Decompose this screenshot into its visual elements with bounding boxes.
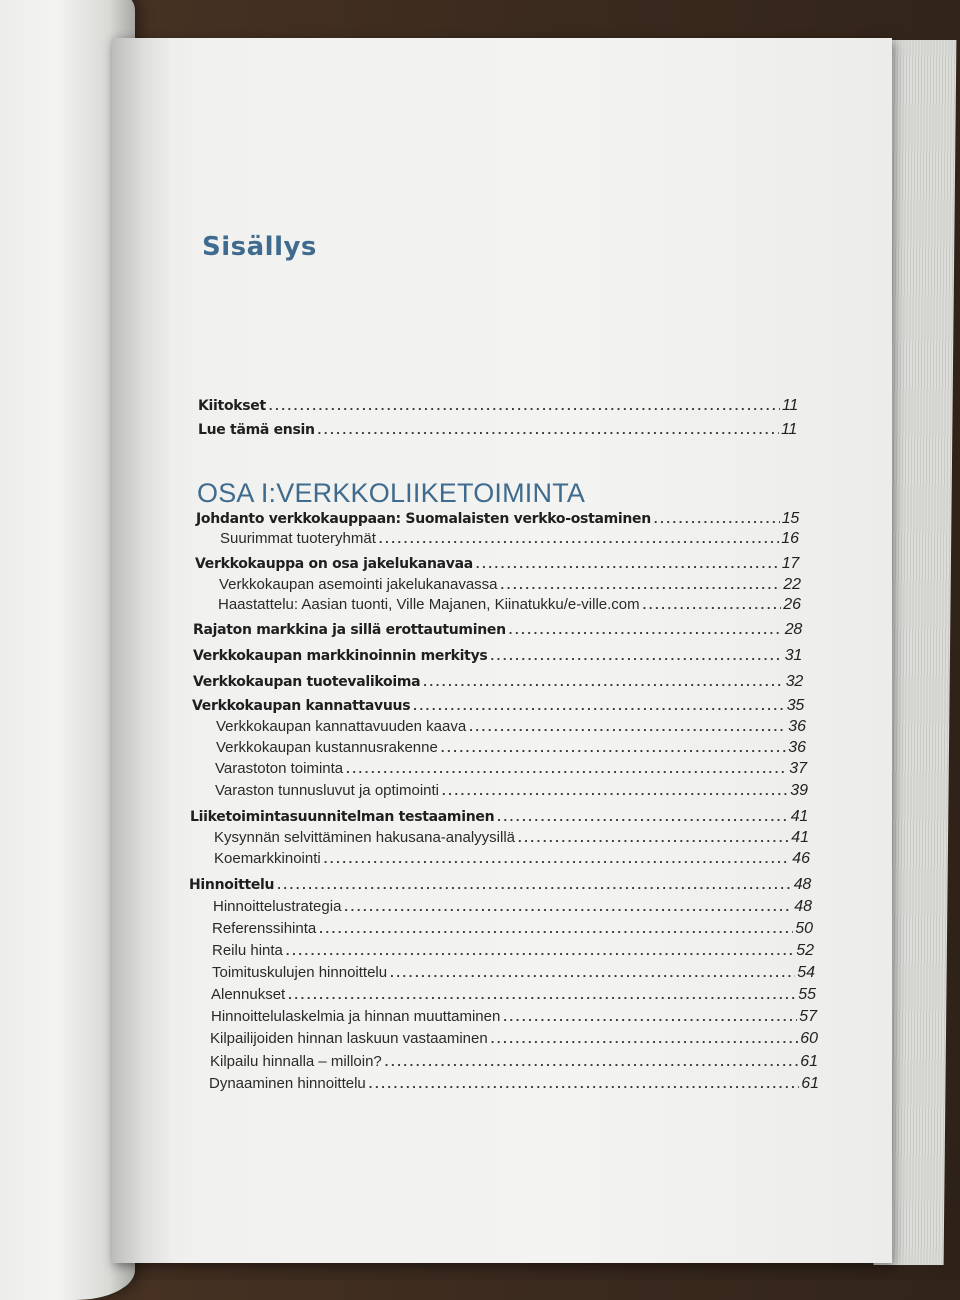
toc-page-number: 31 bbox=[784, 647, 802, 664]
toc-entry-label: Koemarkkinointi bbox=[214, 850, 321, 867]
dot-leader bbox=[319, 921, 793, 936]
toc-section bbox=[216, 718, 806, 736]
dot-leader bbox=[369, 1076, 799, 1091]
toc-entry-label: Kilpailu hinnalla – milloin? bbox=[210, 1053, 382, 1070]
dot-leader bbox=[288, 987, 796, 1002]
dot-leader bbox=[509, 622, 783, 637]
toc-page-number: 39 bbox=[790, 782, 808, 799]
dot-leader bbox=[324, 851, 790, 866]
toc-chapter bbox=[193, 673, 803, 691]
toc-entry-label: Verkkokaupan kannattavuus bbox=[192, 698, 411, 714]
dot-leader bbox=[390, 965, 795, 980]
toc-entry-label: Varastoton toiminta bbox=[215, 760, 344, 777]
toc-chapter bbox=[195, 555, 799, 573]
dot-leader bbox=[344, 899, 792, 914]
toc-section bbox=[209, 1075, 819, 1093]
dot-leader bbox=[385, 1054, 798, 1069]
toc-section bbox=[219, 576, 801, 594]
dot-leader bbox=[379, 531, 779, 546]
dot-leader bbox=[654, 511, 780, 526]
toc-page-number: 22 bbox=[783, 576, 801, 593]
toc-entry bbox=[198, 421, 797, 439]
toc-section bbox=[211, 986, 816, 1004]
toc-entry-label: Hinnoittelulaskelmia ja hinnan muuttaminen bbox=[211, 1008, 501, 1025]
toc-chapter bbox=[189, 876, 811, 894]
toc-page-number: 54 bbox=[797, 964, 815, 981]
toc-section bbox=[211, 1008, 817, 1026]
toc-entry-label: Kysynnän selvittäminen hakusana-analyysillä bbox=[214, 829, 515, 846]
toc-section bbox=[215, 782, 808, 800]
dot-leader bbox=[490, 648, 782, 663]
toc-page-number: 48 bbox=[794, 898, 812, 915]
dot-leader bbox=[491, 1031, 799, 1046]
toc-entry-label: Hinnoittelustrategia bbox=[213, 898, 342, 915]
toc-page-number: 48 bbox=[793, 876, 811, 893]
dot-leader bbox=[318, 422, 779, 437]
toc-page-number: 15 bbox=[781, 510, 799, 527]
dot-leader bbox=[518, 830, 789, 845]
toc-entry-label: Kilpailijoiden hinnan laskuun vastaaminen bbox=[210, 1030, 488, 1047]
toc-section bbox=[216, 739, 806, 757]
toc-section bbox=[214, 850, 810, 868]
toc-page-number: 37 bbox=[789, 760, 807, 777]
toc-page-number: 50 bbox=[795, 920, 813, 937]
toc-entry-label: Verkkokaupan kustannusrakenne bbox=[216, 739, 438, 756]
toc-entry-label: Hinnoittelu bbox=[189, 877, 275, 893]
toc-entry-label: Varaston tunnusluvut ja optimointi bbox=[215, 782, 440, 799]
toc-page-number: 32 bbox=[785, 673, 803, 690]
toc-entry-label: Haastattelu: Aasian tuonti, Ville Majanen, Kiinatukku/e-ville.com bbox=[218, 596, 640, 613]
toc-entry-label: Verkkokaupan kannattavuuden kaava bbox=[216, 718, 467, 735]
dot-leader bbox=[441, 740, 786, 755]
dot-leader bbox=[503, 1009, 797, 1024]
toc-page-number: 61 bbox=[800, 1053, 818, 1070]
toc-page-number: 35 bbox=[786, 697, 804, 714]
toc-page-number: 17 bbox=[781, 555, 799, 572]
toc-page-number: 46 bbox=[792, 850, 810, 867]
toc-chapter bbox=[192, 697, 804, 715]
toc-section bbox=[210, 1053, 818, 1071]
toc-entry-label: Referenssihinta bbox=[212, 920, 317, 937]
dot-leader bbox=[269, 398, 780, 413]
toc-page-number: 36 bbox=[788, 739, 806, 756]
toc-entry-label: Verkkokaupan asemointi jakelukanavassa bbox=[219, 576, 498, 593]
dot-leader bbox=[277, 877, 792, 892]
dot-leader bbox=[643, 597, 782, 612]
toc-page-number: 60 bbox=[800, 1030, 818, 1047]
toc-entry-label: Verkkokaupan tuotevalikoima bbox=[193, 674, 421, 690]
toc-page-number: 61 bbox=[801, 1075, 819, 1092]
toc-entry-label: Liiketoimintasuunnitelman testaaminen bbox=[190, 809, 495, 825]
toc-entry-label: Reilu hinta bbox=[212, 942, 283, 959]
toc-chapter bbox=[193, 647, 802, 665]
dot-leader bbox=[442, 783, 788, 798]
toc-section bbox=[213, 898, 812, 916]
toc-entry-label: Rajaton markkina ja sillä erottautuminen bbox=[193, 622, 506, 638]
toc-page-number: 26 bbox=[783, 596, 801, 613]
toc-section bbox=[212, 920, 813, 938]
toc-section bbox=[212, 964, 815, 982]
toc-chapter bbox=[196, 510, 799, 528]
toc-page-number: 41 bbox=[791, 829, 809, 846]
toc-section bbox=[212, 942, 814, 960]
toc-page-number: 16 bbox=[781, 530, 799, 547]
dot-leader bbox=[413, 698, 785, 713]
dot-leader bbox=[286, 943, 794, 958]
dot-leader bbox=[423, 674, 784, 689]
toc-section bbox=[218, 596, 801, 614]
toc-title: Sisällys bbox=[202, 232, 317, 262]
toc-entry-label: Suurimmat tuoteryhmät bbox=[220, 530, 376, 547]
toc-section bbox=[210, 1030, 818, 1048]
toc-page-number: 41 bbox=[790, 808, 808, 825]
toc-section bbox=[215, 760, 807, 778]
toc-entry-label: Toimituskulujen hinnoittelu bbox=[212, 964, 388, 981]
toc-entry-label: Verkkokaupan markkinoinnin merkitys bbox=[193, 648, 488, 664]
toc-page-number: 57 bbox=[799, 1008, 817, 1025]
dot-leader bbox=[469, 719, 786, 734]
toc-page-number: 55 bbox=[798, 986, 816, 1003]
toc-page-number: 28 bbox=[784, 621, 802, 638]
toc-page-number: 11 bbox=[781, 397, 798, 414]
toc-entry-label: Dynaaminen hinnoittelu bbox=[209, 1075, 366, 1092]
toc-page-number: 52 bbox=[796, 942, 814, 959]
part-heading: OSA I:VERKKOLIIKETOIMINTA bbox=[197, 478, 586, 508]
toc-page-number: 11 bbox=[780, 421, 797, 438]
dot-leader bbox=[476, 556, 780, 571]
toc-entry-label: Johdanto verkkokauppaan: Suomalaisten verkko-ostaminen bbox=[196, 511, 651, 527]
toc-entry-label: Alennukset bbox=[211, 986, 286, 1003]
toc-section bbox=[214, 829, 809, 847]
toc-section bbox=[220, 530, 799, 548]
dot-leader bbox=[497, 809, 789, 824]
toc-page-number: 36 bbox=[788, 718, 806, 735]
toc-entry-label: Kiitokset bbox=[198, 398, 266, 414]
toc-entry-label: Verkkokauppa on osa jakelukanavaa bbox=[195, 556, 473, 572]
dot-leader bbox=[346, 761, 787, 776]
toc-entry bbox=[198, 397, 798, 415]
dot-leader bbox=[501, 577, 782, 592]
toc-entry-label: Lue tämä ensin bbox=[198, 422, 315, 438]
toc-chapter bbox=[193, 621, 802, 639]
toc-chapter bbox=[190, 808, 808, 826]
